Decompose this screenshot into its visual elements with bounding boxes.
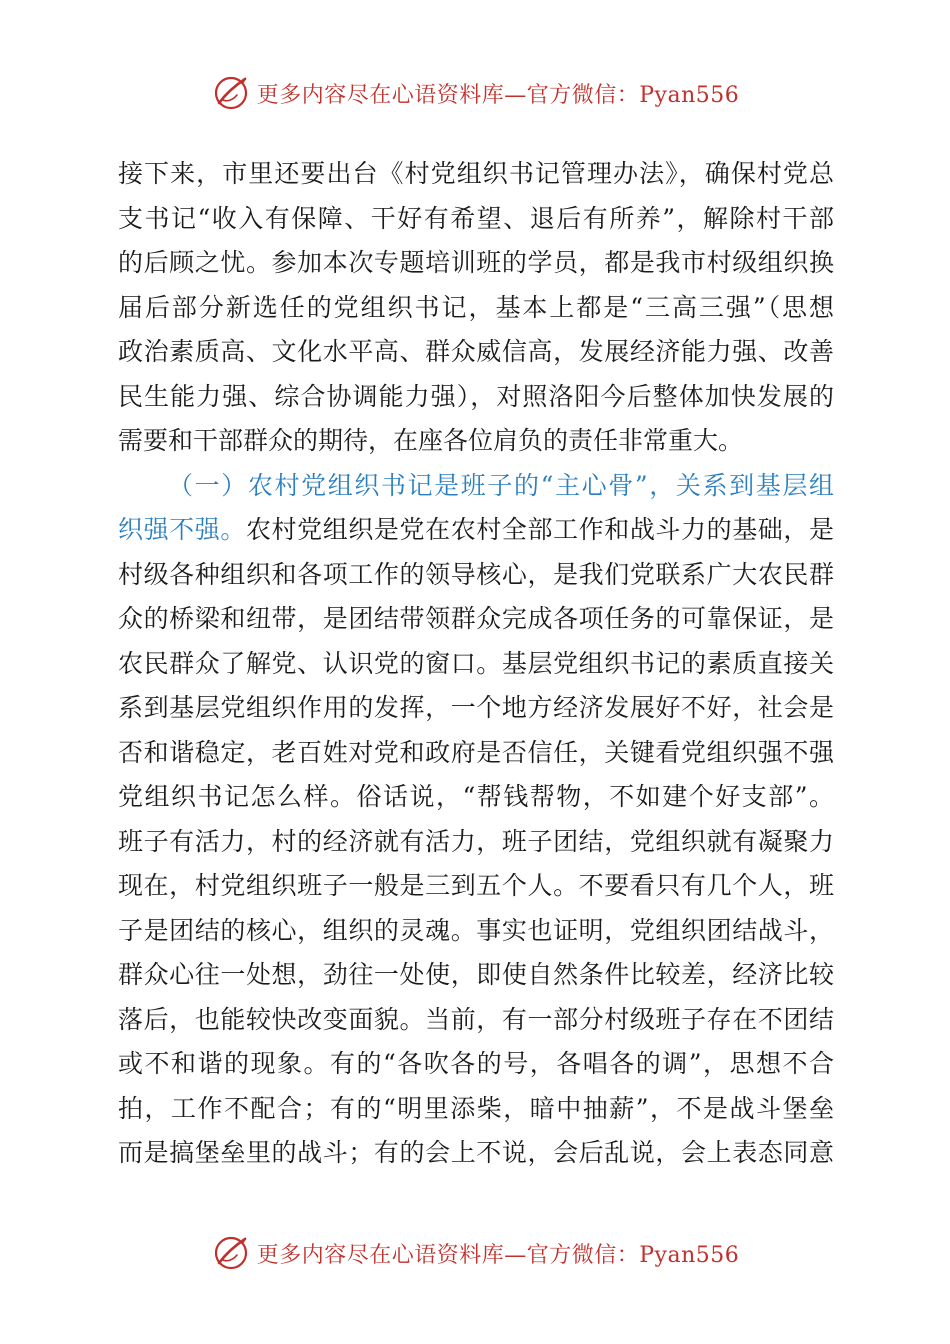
paragraph-line: 党组织书记怎么样。俗话说，“帮钱帮物，不如建个好支部”。 (118, 782, 834, 811)
watermark-text: 更多内容尽在心语资料库—官方微信：Pyan556 (256, 82, 740, 108)
paragraph-line: 农民群众了解党、认识党的窗口。基层党组织书记的素质直接关 (118, 648, 834, 678)
paragraph-line: 而是搞堡垒里的战斗；有的会上不说，会后乱说，会上表态同意 (118, 1138, 834, 1167)
paragraph-line: 否和谐稳定，老百姓对党和政府是否信任，关键看党组织强不强 (118, 737, 834, 767)
pen-swirl-logo-icon (211, 1233, 251, 1273)
paragraph-line: 接下来，市里还要出台《村党组织书记管理办法》，确保村党总 (118, 159, 834, 188)
footer-watermark-banner (0, 1228, 950, 1278)
watermark-text: 更多内容尽在心语资料库—官方微信：Pyan556 (256, 1242, 740, 1268)
paragraph-text: 农村党组织是党在农村全部工作和战斗力的基础，是 (245, 515, 834, 544)
paragraph-line: 届后部分新选任的党组织书记，基本上都是“三高三强”（思想 (118, 292, 834, 322)
paragraph-line: 的后顾之忧。参加本次专题培训班的学员，都是我市村级组织换 (118, 248, 834, 277)
paragraph-line: 系到基层党组织作用的发挥，一个地方经济发展好不好，社会是 (118, 693, 834, 722)
paragraph-line (118, 508, 834, 553)
document-body (118, 152, 834, 1176)
paragraph-line: 群众心往一处想，劲往一处使，即使自然条件比较差，经济比较 (118, 960, 834, 989)
paragraph-line: 班子有活力，村的经济就有活力，班子团结，党组织就有凝聚力 (118, 826, 834, 856)
paragraph-line: 现在，村党组织班子一般是三到五个人。不要看只有几个人，班 (118, 871, 834, 900)
header-watermark-banner (0, 68, 950, 118)
paragraph-line: 民生能力强、综合协调能力强），对照洛阳今后整体加快发展的 (118, 381, 834, 411)
section-heading-line: （一）农村党组织书记是班子的“主心骨”，关系到基层组 (168, 470, 834, 500)
paragraph-line: 村级各种组织和各项工作的领导核心，是我们党联系广大农民群 (118, 559, 834, 589)
paragraph-line: 支书记“收入有保障、干好有希望、退后有所养”，解除村干部 (118, 203, 834, 233)
section-heading-tail: 织强不强。 (118, 515, 246, 544)
paragraph-line: 政治素质高、文化水平高、群众威信高，发展经济能力强、改善 (118, 337, 834, 366)
paragraph-line: 需要和干部群众的期待，在座各位肩负的责任非常重大。 (118, 426, 744, 455)
paragraph-line: 拍，工作不配合；有的“明里添柴，暗中抽薪”，不是战斗堡垒 (118, 1093, 834, 1123)
pen-swirl-logo-icon (211, 73, 251, 113)
paragraph-line: 或不和谐的现象。有的“各吹各的号，各唱各的调”，思想不合 (118, 1049, 834, 1078)
paragraph-line: 落后，也能较快改变面貌。当前，有一部分村级班子存在不团结 (118, 1004, 834, 1034)
paragraph-line: 子是团结的核心，组织的灵魂。事实也证明，党组织团结战斗， (118, 915, 834, 945)
paragraph-line: 众的桥梁和纽带，是团结带领群众完成各项任务的可靠保证，是 (118, 604, 834, 633)
